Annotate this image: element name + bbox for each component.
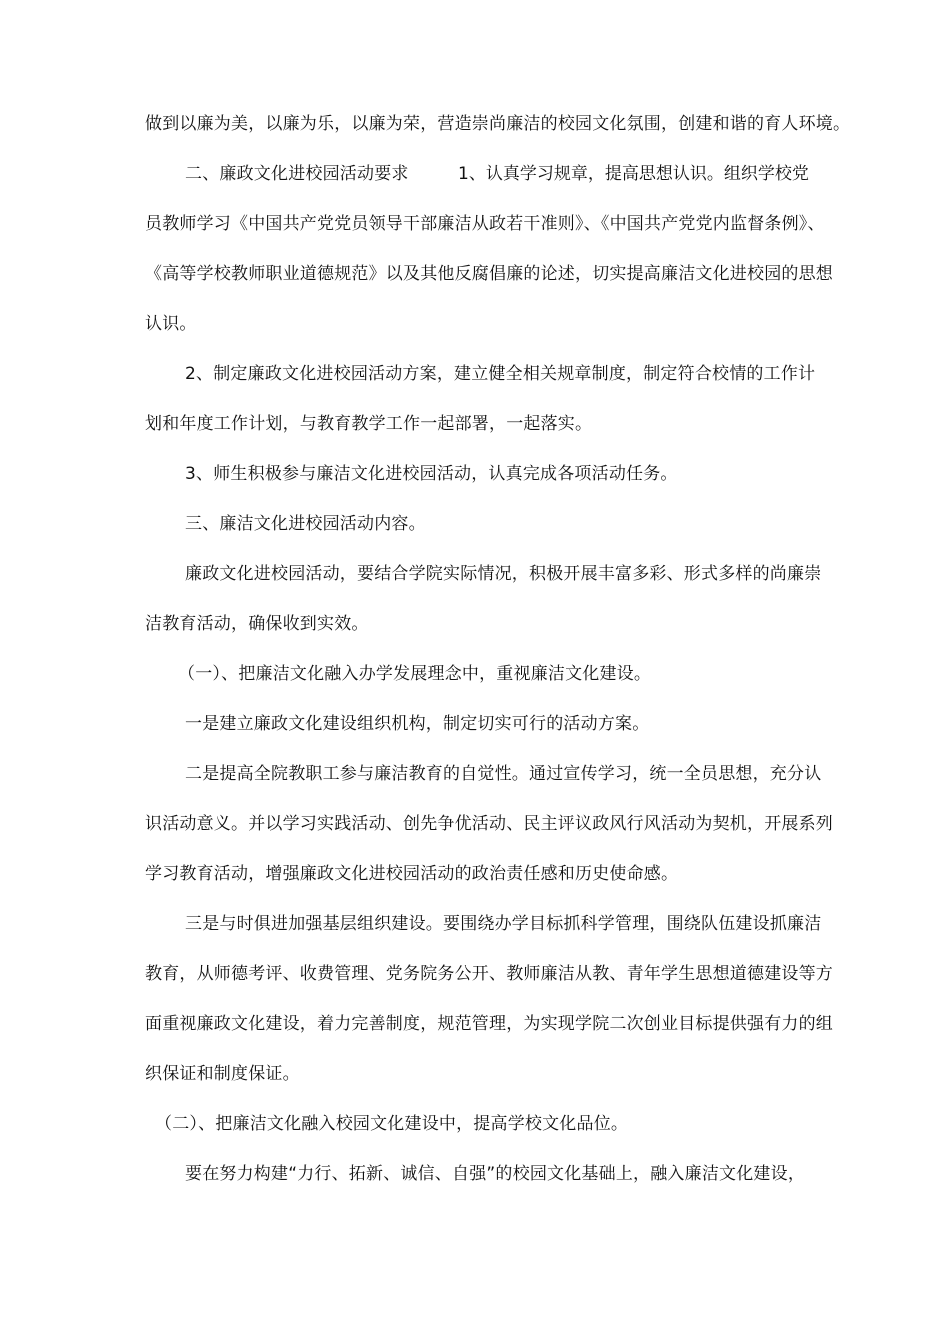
body-line: 员教师学习《中国共产党党员领导干部廉洁从政若干准则》、《中国共产党党内监督条例》、 (145, 214, 825, 234)
body-line: 教育，从师德考评、收费管理、党务院务公开、教师廉洁从教、青年学生思想道德建设等方 (145, 964, 833, 984)
section-heading: 三、廉洁文化进校园活动内容。 (185, 514, 426, 534)
body-line: 学习教育活动，增强廉政文化进校园活动的政治责任感和历史使命感。 (145, 864, 679, 884)
subsection-heading: （二）、把廉洁文化融入校园文化建设中，提高学校文化品位。 (155, 1114, 629, 1134)
body-line: 做到以廉为美，以廉为乐，以廉为荣，营造崇尚廉洁的校园文化氛围，创建和谐的育人环境。 (145, 114, 851, 134)
body-line: 三是与时俱进加强基层组织建设。要围绕办学目标抓科学管理，围绕队伍建设抓廉洁 (185, 914, 822, 934)
body-line: 二是提高全院教职工参与廉洁教育的自觉性。通过宣传学习，统一全员思想，充分认 (185, 764, 822, 784)
body-line: 面重视廉政文化建设，着力完善制度，规范管理，为实现学院二次创业目标提供强有力的组 (145, 1014, 833, 1034)
body-line: 洁教育活动，确保收到实效。 (145, 614, 369, 634)
body-line: 划和年度工作计划，与教育教学工作一起部署，一起落实。 (145, 414, 593, 434)
body-line: 织保证和制度保证。 (145, 1064, 300, 1084)
body-line: 认识。 (145, 314, 197, 334)
body-line: 一是建立廉政文化建设组织机构，制定切实可行的活动方案。 (185, 714, 650, 734)
body-line: 廉政文化进校园活动，要结合学院实际情况，积极开展丰富多彩、形式多样的尚廉崇 (185, 564, 822, 584)
subsection-heading: （一）、把廉洁文化融入办学发展理念中，重视廉洁文化建设。 (178, 664, 652, 684)
body-line: 3、师生积极参与廉洁文化进校园活动，认真完成各项活动任务。 (185, 464, 678, 484)
section-heading: 二、廉政文化进校园活动要求 (185, 164, 409, 184)
body-line: 《高等学校教师职业道德规范》以及其他反腐倡廉的论述，切实提高廉洁文化进校园的思想 (145, 264, 833, 284)
body-line: 2、制定廉政文化进校园活动方案，建立健全相关规章制度，制定符合校情的工作计 (185, 364, 816, 384)
body-line: 要在努力构建“力行、拓新、诚信、自强”的校园文化基础上，融入廉洁文化建设， (185, 1164, 806, 1184)
body-line: 1、认真学习规章，提高思想认识。组织学校党 (458, 164, 809, 184)
body-line: 识活动意义。并以学习实践活动、创先争优活动、民主评议政风行风活动为契机，开展系列 (145, 814, 833, 834)
